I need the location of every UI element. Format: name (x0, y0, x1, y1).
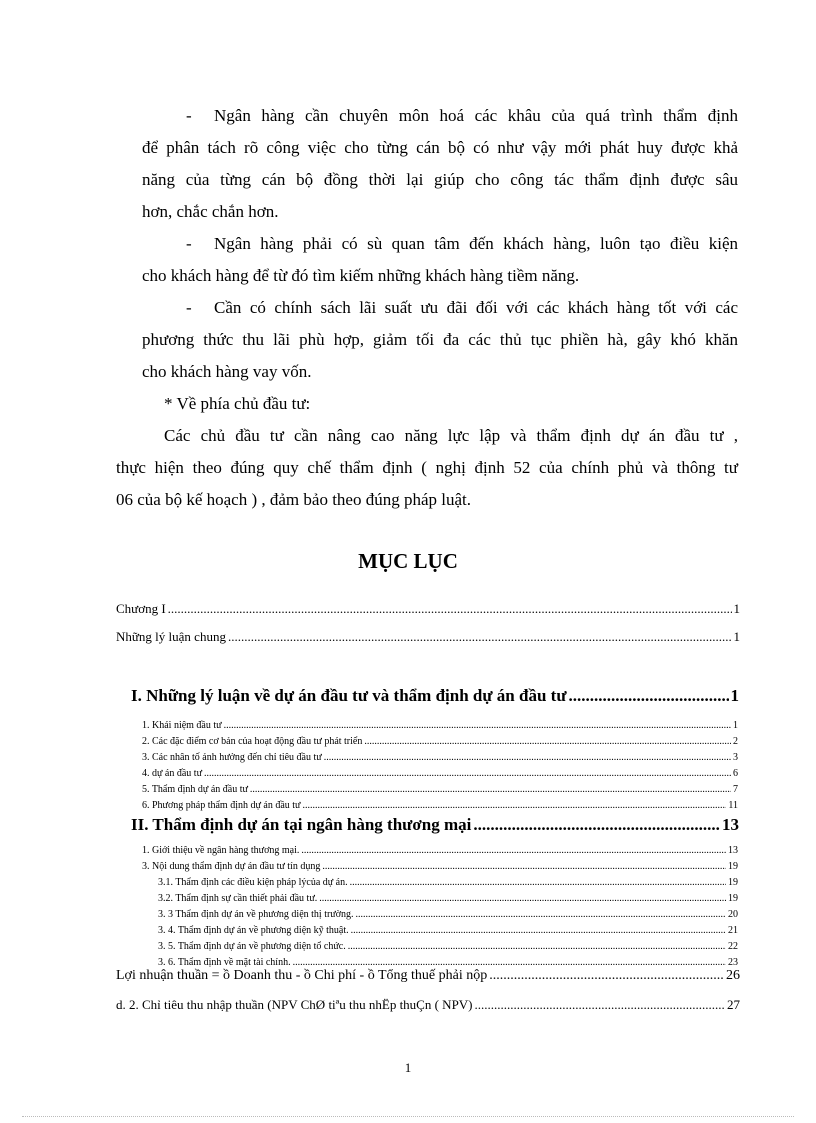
toc-item-page: 22 (728, 941, 738, 952)
toc-item-page: 20 (728, 909, 738, 920)
toc-entry[interactable] (116, 601, 740, 617)
toc-leader (350, 877, 726, 888)
para-line1: Các chủ đầu tư cần nâng cao năng lực lập và thẩm định dự án đầu tư , (164, 426, 738, 445)
toc-subitem[interactable] (158, 909, 738, 920)
toc-item-label: 3.2. Thẩm định sự cần thiết phải đầu tư. (158, 893, 318, 904)
toc-subitem[interactable] (158, 893, 738, 904)
toc-section-page: 13 (722, 815, 739, 834)
toc-item[interactable] (142, 861, 738, 872)
bullet1-line1: Ngân hàng cần chuyên môn hoá các khâu của quá trình thẩm định (214, 106, 738, 125)
subhead-investor: * Về phía chủ đầu tư: (164, 394, 311, 413)
bullet3-line1: Cần có chính sách lãi suất ưu đãi đối với các khách hàng tốt với các (214, 298, 738, 317)
toc-entry[interactable] (116, 629, 740, 645)
toc-leader (204, 768, 731, 779)
toc-item-page: 11 (728, 800, 738, 811)
toc-leader (301, 845, 726, 856)
bullet-dash-3: - (186, 298, 192, 317)
toc-entry[interactable] (116, 997, 740, 1013)
bullet3-line2: phương thức thu lãi phù hợp, giảm tối đa các thủ tục phiền hà, gây khó khăn (142, 330, 738, 349)
toc-leader (293, 957, 726, 968)
bullet1-line4: hơn, chắc chắn hơn. (142, 202, 279, 221)
toc-subitem[interactable] (158, 941, 738, 952)
toc-entry-label: Chương I (116, 601, 166, 616)
toc-item-page: 6 (733, 768, 738, 779)
toc-leader (168, 601, 732, 617)
toc-entry-label: d. 2. Chỉ tiêu thu nhập thuần (NPV ChØ tiªu thu nhËp thuÇn ( NPV) (116, 997, 473, 1012)
toc-leader (473, 815, 720, 835)
toc-entry-page: 27 (727, 997, 740, 1012)
bullet2-line2: cho khách hàng để từ đó tìm kiếm những khách hàng tiềm năng. (142, 266, 580, 285)
toc-leader (475, 997, 725, 1013)
bullet-dash-2: - (186, 234, 192, 253)
toc-item[interactable] (142, 752, 738, 763)
toc-subitem[interactable] (158, 877, 738, 888)
toc-item[interactable] (142, 736, 738, 747)
toc-section-1[interactable] (131, 686, 739, 706)
toc-entry-page: 1 (733, 601, 740, 616)
page-bottom-rule (22, 1116, 794, 1117)
toc-item-page: 1 (733, 720, 738, 731)
toc-item-page: 19 (728, 893, 738, 904)
toc-item[interactable] (142, 720, 738, 731)
toc-entry-label: Lợi nhuận thuần = ồ Doanh thu - ồ Chi phí - ồ Tổng thuế phải nộp (116, 968, 488, 983)
toc-leader (302, 800, 726, 811)
toc-item-page: 21 (728, 925, 738, 936)
toc-item-label: 3. 5. Thẩm định dự án về phương diện tổ chức. (158, 941, 346, 952)
toc-entry-page: 26 (726, 968, 740, 983)
toc-item-label: 1. Giới thiệu về ngân hàng thương mại. (142, 845, 300, 856)
toc-subitem[interactable] (158, 957, 738, 968)
toc-leader (322, 861, 726, 872)
toc-item-label: 3. Nội dung thẩm định dự án đầu tư tín dụng (142, 861, 321, 872)
toc-item-page: 19 (728, 877, 738, 888)
toc-item-label: 3. 4. Thẩm định dự án về phương diện kỹ thuật. (158, 925, 349, 936)
toc-leader (228, 629, 732, 645)
toc-leader (489, 968, 724, 984)
toc-item-page: 23 (728, 957, 738, 968)
toc-item-label: 3. Các nhân tố ảnh hưởng đến chỉ tiêu đầu tư (142, 752, 322, 763)
bullet3-line3: cho khách hàng vay vốn. (142, 362, 312, 381)
toc-leader (324, 752, 731, 763)
toc-leader (250, 784, 731, 795)
toc-leader (351, 925, 726, 936)
toc-entry[interactable] (116, 968, 740, 984)
toc-item-page: 7 (733, 784, 738, 795)
bullet1-line3: năng của từng cán bộ đồng thời lại giúp cho công tác thẩm định được sâu (142, 170, 738, 189)
toc-entry-label: Những lý luận chung (116, 629, 226, 644)
toc-item-label: 4. dự án đầu tư (142, 768, 202, 779)
page-number: 1 (404, 1060, 412, 1075)
toc-item-page: 13 (728, 845, 738, 856)
toc-item[interactable] (142, 845, 738, 856)
toc-section-2[interactable] (131, 815, 739, 835)
toc-title: MỤC LỤC (358, 549, 458, 573)
toc-entry-page: 1 (733, 629, 740, 644)
toc-leader (356, 909, 726, 920)
toc-leader (569, 686, 729, 706)
toc-section-page: 1 (730, 686, 739, 705)
toc-item-page: 2 (733, 736, 738, 747)
toc-item-label: 2. Các đặc điểm cơ bản của hoạt động đầu tư phát triển (142, 736, 363, 747)
toc-leader (319, 893, 726, 904)
para-line2: thực hiện theo đúng quy chế thẩm định ( nghị định 52 của chính phủ và thông tư (116, 458, 738, 477)
toc-item-label: 6. Phương pháp thẩm định dự án đầu tư (142, 800, 301, 811)
toc-leader (348, 941, 726, 952)
toc-item[interactable] (142, 784, 738, 795)
toc-item-label: 1. Khái niệm đầu tư (142, 720, 222, 731)
toc-subitem[interactable] (158, 925, 738, 936)
bullet1-line2: để phân tách rõ công việc cho từng cán bộ có như vậy mới phát huy được khả (142, 138, 738, 157)
toc-section-label: I. Những lý luận về dự án đầu tư và thẩm định dự án đầu tư (131, 686, 567, 705)
toc-item-page: 3 (733, 752, 738, 763)
toc-leader (364, 736, 731, 747)
toc-leader (224, 720, 731, 731)
bullet-dash-1: - (186, 106, 192, 125)
bullet2-line1: Ngân hàng phải có sù quan tâm đến khách hàng, luôn tạo điều kiện (214, 234, 738, 253)
toc-item[interactable] (142, 768, 738, 779)
toc-item[interactable] (142, 800, 738, 811)
toc-item-label: 3. 3 Thẩm định dự án về phương diện thị trường. (158, 909, 354, 920)
para-line3: 06 của bộ kế hoạch ) , đảm bảo theo đúng pháp luật. (116, 490, 472, 509)
toc-item-page: 19 (728, 861, 738, 872)
toc-item-label: 3. 6. Thẩm định về mặt tài chính. (158, 957, 291, 968)
toc-item-label: 3.1. Thẩm định các điều kiện pháp lýcủa dự án. (158, 877, 348, 888)
toc-section-label: II. Thẩm định dự án tại ngân hàng thương mại (131, 815, 472, 834)
toc-item-label: 5. Thẩm định dự án đầu tư (142, 784, 248, 795)
